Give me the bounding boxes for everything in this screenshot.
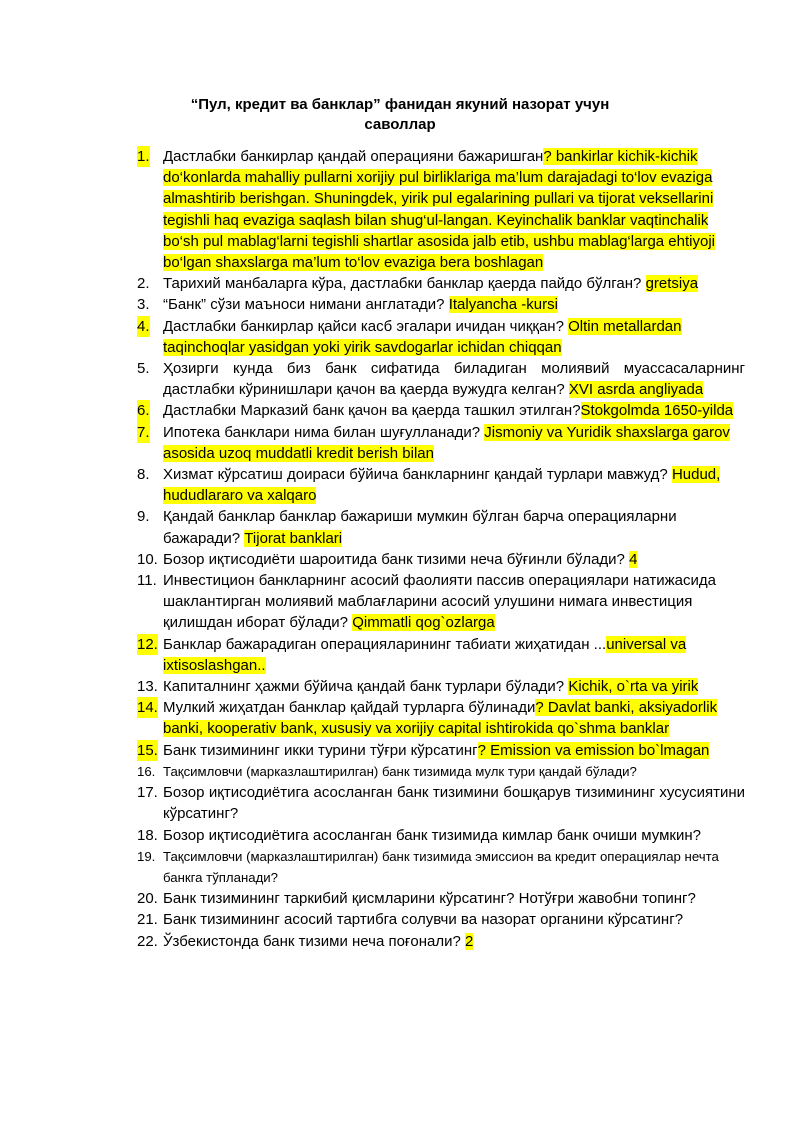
question-item-22 xyxy=(137,931,745,952)
question-text: Тақсимловчи (марказлаштирилган) банк тизимида эмиссион ва кредит операциялар нечта банкга тўпланади? xyxy=(163,848,719,885)
question-item-15 xyxy=(137,740,745,761)
answer-highlight: Kichik, o`rta va yirik xyxy=(568,678,699,696)
question-item-19 xyxy=(137,846,745,888)
question-text: Тарихий манбаларга кўра, дастлабки банклар қаерда пайдо бўлган? xyxy=(163,275,646,293)
question-number: 13. xyxy=(137,678,158,696)
question-text: Инвестицион банкларнинг асосий фаолияти пассив операциялари натижасида шаклантирган молиявий маблағларини асосий улушини нимага инвестиция қилишдан иборат бўлади? xyxy=(163,572,716,632)
answer-highlight: 2 xyxy=(465,932,474,950)
question-item-6 xyxy=(137,400,745,421)
question-item-18 xyxy=(137,825,745,846)
question-item-3 xyxy=(137,294,745,315)
question-item-10 xyxy=(137,549,745,570)
question-number: 5. xyxy=(137,360,150,378)
question-number: 11. xyxy=(137,572,157,590)
question-item-5 xyxy=(137,358,745,400)
question-number: 19. xyxy=(137,848,156,864)
question-number: 22. xyxy=(137,932,158,950)
question-text: Капиталнинг ҳажми бўйича қандай банк турлари бўлади? xyxy=(163,678,569,696)
answer-highlight: Italyancha -kursi xyxy=(448,296,558,314)
document-title xyxy=(0,95,800,135)
question-number: 1. xyxy=(137,146,150,167)
question-text: Дастлабки банкирлар қандай операцияни бажаришган xyxy=(163,148,544,165)
answer-highlight: Oltin metallardan taqinchoqlar yasidgan yoki yirik savdogarlar ichidan chiqqan xyxy=(163,317,682,356)
answer-highlight: Stokgolmda 1650-yilda xyxy=(580,402,734,420)
question-text: Бозор иқтисодиёти шароитида банк тизими неча бўғинли бўлади? xyxy=(163,550,630,568)
answer-highlight: ? Emission va emission bo`lmagan xyxy=(477,741,710,759)
question-text: Банк тизимининг икки турини тўғри кўрсатинг xyxy=(163,741,478,759)
question-item-12 xyxy=(137,634,745,676)
question-number: 9. xyxy=(137,508,150,526)
question-text: Бозор иқтисодиётига асосланган банк тизимини бошқарув тизимининг хусусиятини кўрсатинг? xyxy=(163,784,745,823)
question-item-14 xyxy=(137,697,745,739)
question-item-7 xyxy=(137,422,745,464)
question-number: 7. xyxy=(137,422,150,443)
question-item-1 xyxy=(137,146,745,273)
question-item-8 xyxy=(137,464,745,506)
answer-highlight: Qimmatli qog`ozlarga xyxy=(352,614,495,632)
question-text: Банклар бажарадиган операцияларининг табиати жиҳатидан ... xyxy=(163,635,607,653)
question-text: “Банк” сўзи маъноси нимани англатади? xyxy=(163,296,449,314)
question-item-16 xyxy=(137,761,745,782)
question-text: Хизмат кўрсатиш доираси бўйича банкларнинг қандай турлари мавжуд? xyxy=(163,466,672,484)
question-text: Тақсимловчи (марказлаштирилган) банк тизимида мулк тури қандай бўлади? xyxy=(163,763,637,779)
answer-highlight: ? Davlat banki, aksiyadorlik banki, kooperativ bank, xususiy va xorijiy capital ishtirokida qo`shma banklar xyxy=(163,699,718,738)
question-text: Банк тизимининг асосий тартибга солувчи ва назорат органини кўрсатинг? xyxy=(163,911,684,929)
question-text: Ипотека банклари нима билан шуғулланади? xyxy=(163,423,485,441)
question-number: 18. xyxy=(137,826,158,844)
question-text: Бозор иқтисодиётига асосланган банк тизимида кимлар банк очиши мумкин? xyxy=(163,826,701,844)
question-item-17 xyxy=(137,782,745,824)
question-text: Қандай банклар банклар бажариши мумкин бўлган барча операцияларни бажаради? xyxy=(163,508,677,547)
question-text: Ўзбекистонда банк тизими неча поғонали? xyxy=(163,932,465,950)
answer-highlight: gretsiya xyxy=(645,275,699,293)
question-text: Банк тизимининг таркибий қисмларини кўрсатинг? Нотўғри жавобни топинг? xyxy=(163,890,696,908)
question-number: 3. xyxy=(137,296,150,314)
question-number: 8. xyxy=(137,466,150,484)
question-number: 14. xyxy=(137,697,158,718)
question-item-20 xyxy=(137,888,745,909)
question-number: 4. xyxy=(137,316,150,337)
question-number: 2. xyxy=(137,275,150,293)
answer-highlight: Tijorat banklari xyxy=(244,529,343,547)
question-number: 10. xyxy=(137,550,158,568)
question-number: 16. xyxy=(137,763,156,779)
answer-highlight: universal va ixtisoslashgan.. xyxy=(163,635,687,674)
question-number: 21. xyxy=(137,911,158,929)
question-number: 20. xyxy=(137,890,158,908)
question-number: 17. xyxy=(137,784,158,802)
answer-highlight: 4 xyxy=(629,550,638,568)
question-item-4 xyxy=(137,316,745,358)
answer-highlight: Jismoniy va Yuridik shaxslarga garov asosida uzoq muddatli kredit berish bilan xyxy=(163,423,730,462)
question-number: 6. xyxy=(137,400,150,421)
question-number: 15. xyxy=(137,740,158,761)
question-item-21 xyxy=(137,909,745,930)
answer-highlight: Hudud, hududlararo va xalqaro xyxy=(163,466,721,505)
answer-highlight: XVI asrda angliyada xyxy=(568,381,704,399)
question-text: Дастлабки банкирлар қайси касб эгалари ичидан чиққан? xyxy=(163,317,569,335)
question-item-11 xyxy=(137,570,745,634)
question-text: Ҳозирги кунда биз банк сифатида биладиган молиявий муассасаларнинг дастлабки кўринишлари қачон ва қаерда вужудга келган? xyxy=(163,360,745,399)
title-line-1: “Пул, кредит ва банклар” фанидан якуний назорат учун xyxy=(190,96,610,113)
question-text: Мулкий жиҳатдан банклар қайдай турларга бўлинади xyxy=(163,699,536,717)
question-text: Дастлабки Марказий банк қачон ва қаерда ташкил этилган? xyxy=(163,402,581,420)
question-item-9 xyxy=(137,506,745,548)
answer-highlight: ? bankirlar kichik-kichik do‘konlarda mahalliy pullarni xorijiy pul birliklariga ma’lum darajadagi to‘lov evaziga almashtirib berishgan. Shuningdek, yirik pul egalarining pullari va tijorat veksellarini tegishli haq evaziga saqlash bilan shug‘ul-langan. Keyinchalik banklar vaqtinchalik bo‘sh pul mablag‘larni tegishli shartlar asosida jalb etib, ushbu mablag‘larga ehtiyoji bo‘lgan shaxslarga ma’lum to‘lov evaziga bera boshlagan xyxy=(163,148,715,272)
question-item-2 xyxy=(137,273,745,294)
question-item-13 xyxy=(137,676,745,697)
question-list xyxy=(137,146,745,952)
title-line-2: саволлар xyxy=(364,116,436,133)
question-number: 12. xyxy=(137,634,158,655)
